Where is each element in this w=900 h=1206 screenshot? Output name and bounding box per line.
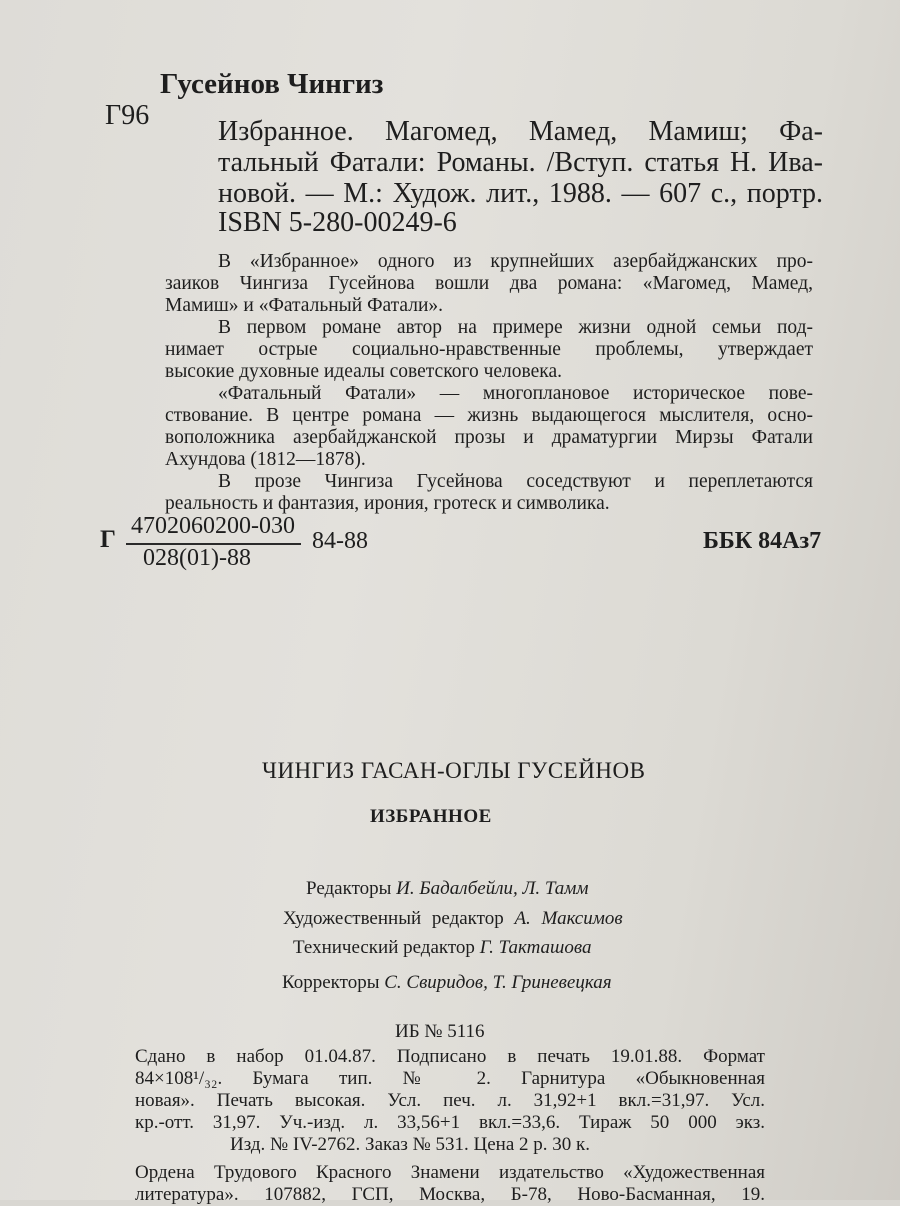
- bibliographic-description: [218, 116, 823, 209]
- annotation-line: ствование. В центре романа — жизнь выдающегося мыслителя, осно-: [165, 405, 813, 426]
- credit-proofreaders: [282, 972, 612, 994]
- isbn: ISBN 5-280-00249-6: [218, 207, 457, 238]
- ib-number: ИБ № 5116: [395, 1021, 485, 1042]
- book-title: ИЗБРАННОЕ: [370, 806, 492, 827]
- annotation-line: нимает острые социально-нравственные проблемы, утверждает: [165, 339, 813, 360]
- author-heading: Гусейнов Чингиз: [160, 68, 384, 100]
- annotation-line: высокие духовные идеалы советского человека.: [165, 361, 562, 382]
- credit-names: А. Максимов: [514, 908, 623, 929]
- print-details: [135, 1046, 765, 1156]
- credit-role: Художественный редактор: [283, 908, 504, 929]
- index-letter: Г: [100, 526, 116, 553]
- index-suffix: 84-88: [312, 528, 368, 554]
- publisher-line: литература». 107882, ГСП, Москва, Б-78, Ново-Басманная, 19.: [135, 1184, 765, 1205]
- credit-editors: [306, 878, 589, 900]
- catalog-code: Г96: [105, 100, 150, 131]
- credit-role: Корректоры: [282, 972, 380, 993]
- credit-names: С. Свиридов, Т. Гриневецкая: [384, 972, 612, 993]
- annotation: [165, 251, 813, 515]
- index-numerator: 4702060200-030: [131, 513, 295, 539]
- credit-tech-editor: [293, 937, 592, 959]
- print-line: новая». Печать высокая. Усл. печ. л. 31,92+1 вкл.=31,97. Усл.: [135, 1090, 765, 1111]
- print-line: кр.-отт. 31,97. Уч.-изд. л. 33,56+1 вкл.=33,6. Тираж 50 000 экз.: [135, 1112, 765, 1133]
- annotation-line: В «Избранное» одного из крупнейших азербайджанских про-: [218, 251, 813, 272]
- annotation-line: воположника азербайджанской прозы и драматургии Мирзы Фатали: [165, 427, 813, 448]
- credit-art-editor: [283, 908, 623, 930]
- title-line: Избранное. Магомед, Мамед, Мамиш; Фа-: [218, 116, 823, 147]
- print-line: Сдано в набор 01.04.87. Подписано в печать 19.01.88. Формат: [135, 1046, 765, 1067]
- publisher-info: [135, 1162, 765, 1206]
- credit-names: И. Бадалбейли, Л. Тамм: [396, 878, 589, 899]
- annotation-line: Ахундова (1812—1878).: [165, 449, 366, 470]
- title-line: тальный Фатали: Романы. /Вступ. статья Н. Ива-: [218, 147, 823, 178]
- annotation-line: В первом романе автор на примере жизни одной семьи под-: [218, 317, 813, 338]
- annotation-line: заиков Чингиза Гусейнова вошли два романа: «Магомед, Мамед,: [165, 273, 813, 294]
- print-line: 84×108¹/₃₂. Бумага тип. № 2. Гарнитура «Обыкновенная: [135, 1068, 765, 1089]
- annotation-line: В прозе Чингиза Гусейнова соседствуют и переплетаются: [218, 471, 813, 492]
- publisher-line: Ордена Трудового Красного Знамени издательство «Художественная: [135, 1162, 765, 1183]
- bbk-code: ББК 84Аз7: [703, 528, 822, 554]
- annotation-line: «Фатальный Фатали» — многоплановое историческое пове-: [218, 383, 813, 404]
- title-line: новой. — М.: Худож. лит., 1988. — 607 с., портр.: [218, 178, 823, 209]
- credit-role: Редакторы: [306, 878, 392, 899]
- print-line: Изд. № IV-2762. Заказ № 531. Цена 2 р. 30 к.: [230, 1134, 591, 1155]
- index-denominator: 028(01)-88: [143, 545, 251, 571]
- annotation-line: Мамиш» и «Фатальный Фатали».: [165, 295, 444, 316]
- credit-role: Технический редактор: [293, 937, 475, 958]
- annotation-line: реальность и фантазия, ирония, гротеск и символика.: [165, 493, 610, 514]
- author-full-name: ЧИНГИЗ ГАСАН-ОГЛЫ ГУСЕЙНОВ: [262, 758, 646, 783]
- credit-names: Г. Такташова: [479, 937, 592, 958]
